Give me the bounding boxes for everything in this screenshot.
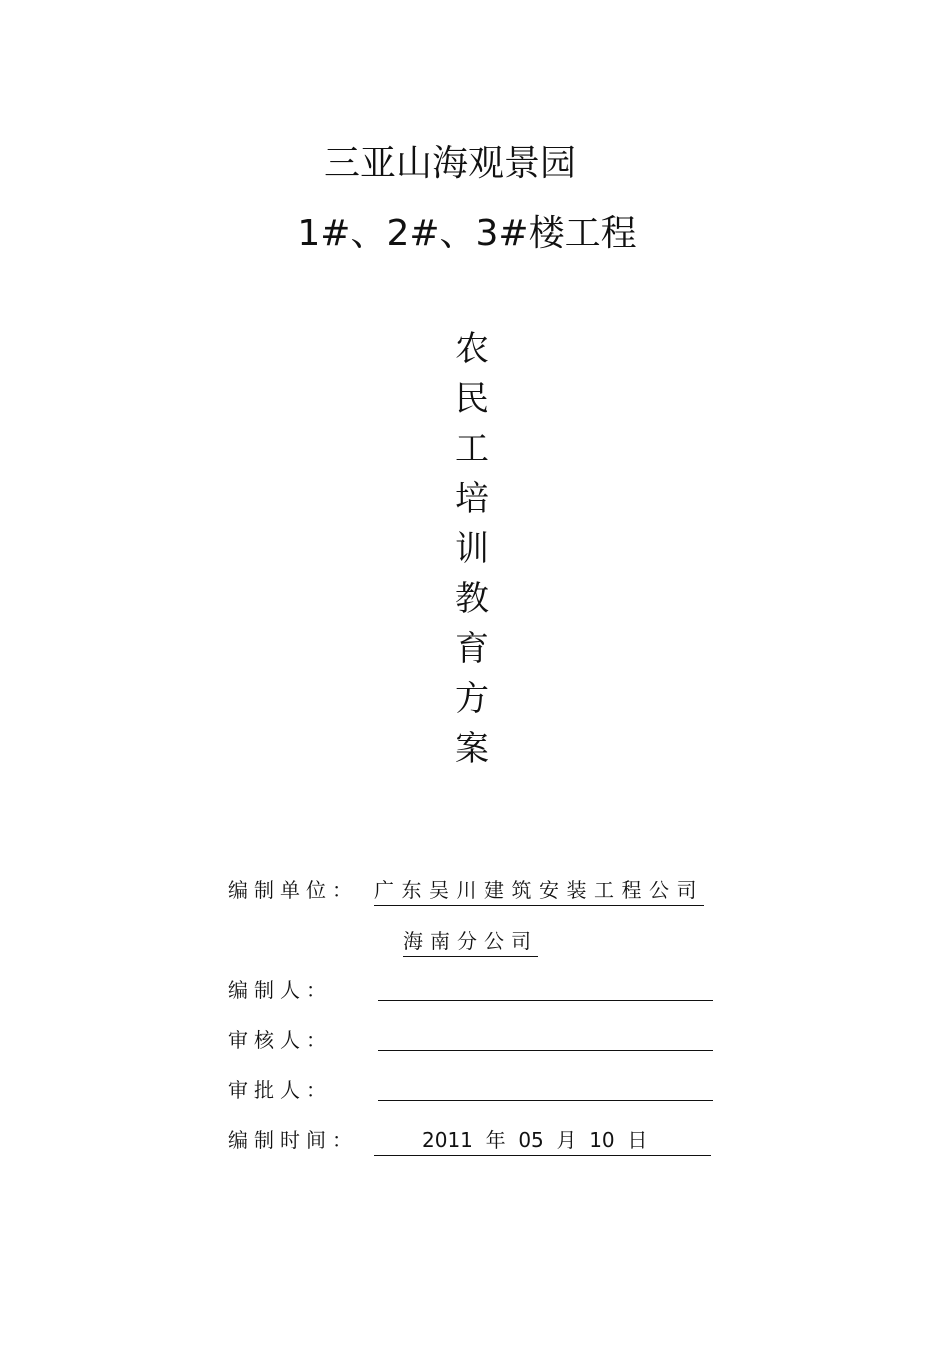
vertical-title-char: 培 [455, 479, 489, 519]
approver-label: 审批人： [228, 1078, 332, 1102]
editor-label: 编制人： [228, 978, 332, 1002]
vertical-title-char: 工 [455, 429, 489, 469]
approver-blank-line [378, 1100, 713, 1101]
date-value: 2011 年 05 月 10 日 [374, 1127, 711, 1156]
vertical-title-char: 育 [455, 629, 489, 669]
vertical-title-char: 案 [455, 729, 489, 769]
editor-blank-line [378, 1000, 713, 1001]
cover-title-line1: 三亚山海观景园 [323, 143, 576, 184]
unit-value-line1: 广东吴川建筑安装工程公司 [374, 877, 704, 906]
reviewer-blank-line [378, 1050, 713, 1051]
vertical-title-char: 农 [455, 329, 489, 369]
vertical-document-title [452, 324, 492, 774]
cover-title-line2: 1#、2#、3#楼工程 [297, 213, 637, 254]
vertical-title-char: 方 [455, 679, 489, 719]
reviewer-label: 审核人： [228, 1028, 332, 1052]
unit-label: 编制单位： [228, 878, 358, 902]
date-label: 编制时间： [228, 1128, 358, 1152]
vertical-title-char: 教 [455, 579, 489, 619]
vertical-title-char: 民 [455, 379, 489, 419]
vertical-title-char: 训 [455, 529, 489, 569]
unit-value-line2: 海南分公司 [403, 928, 538, 957]
